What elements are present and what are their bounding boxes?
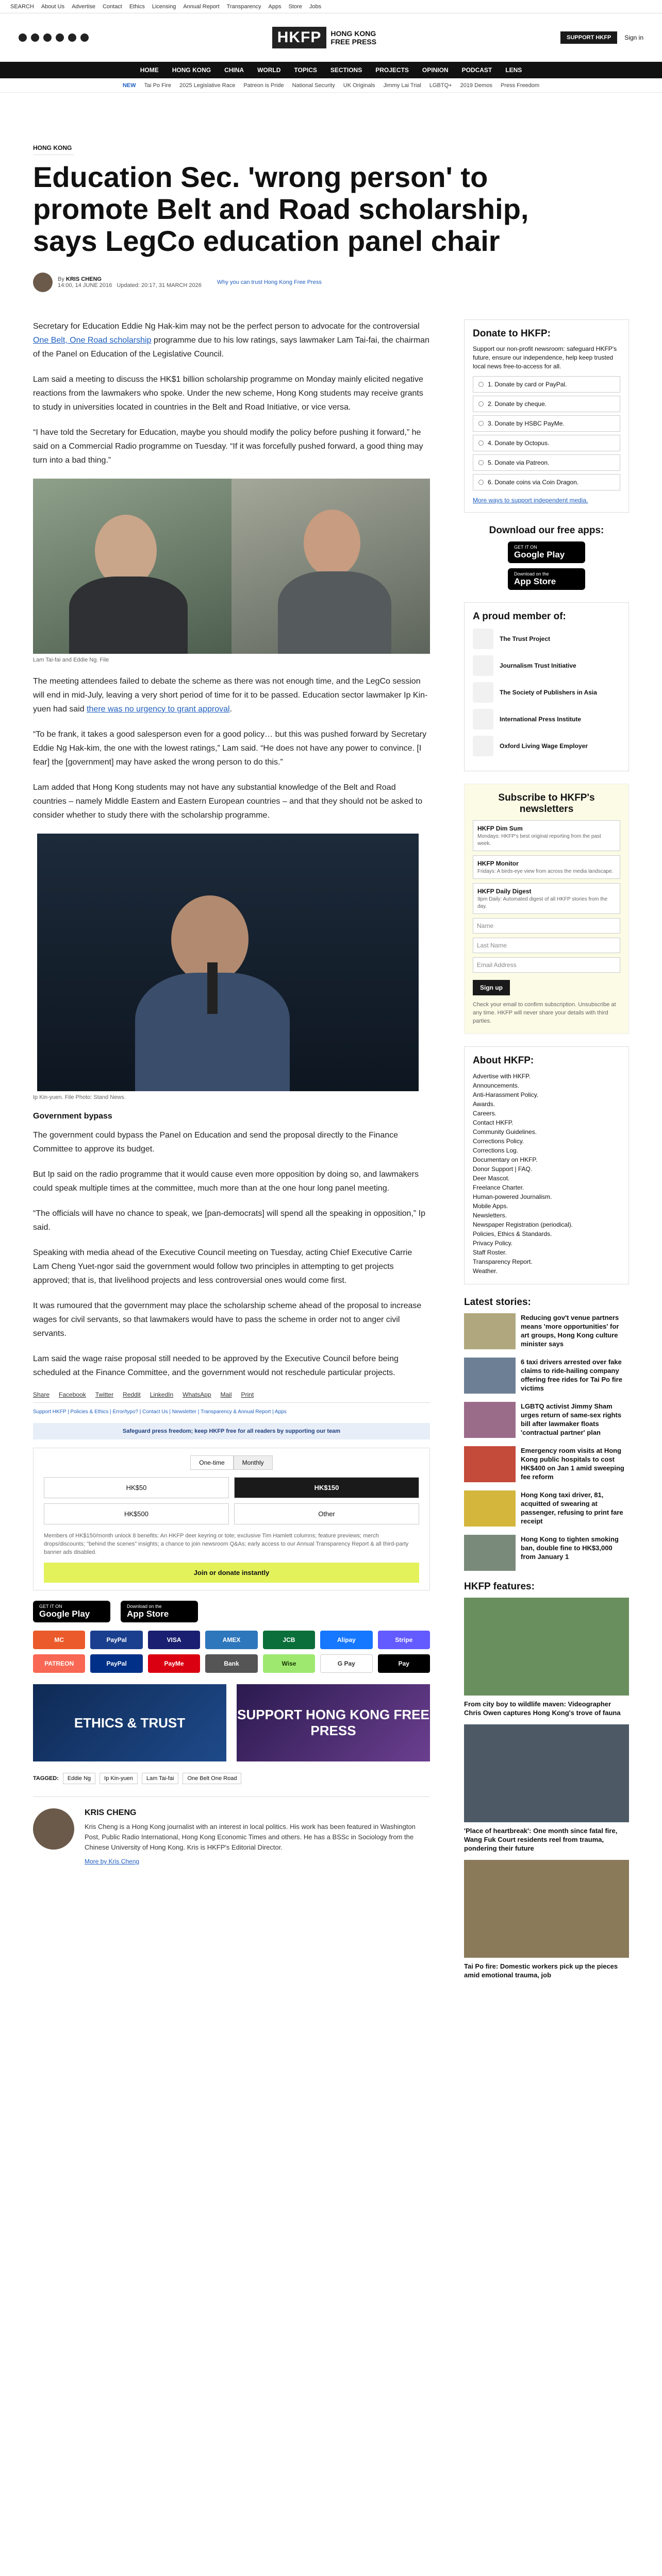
google-play-button[interactable]: GET IT ON Google Play [33,1601,110,1622]
story-item[interactable]: 6 taxi drivers arrested over fake claims to ride-hailing company offering free rides for Tai Po fire victims [464,1358,629,1394]
category-label[interactable]: HONG KONG [33,144,74,155]
about-link[interactable]: Documentary on HKFP. [473,1156,538,1163]
subheading: Government bypass [33,1112,112,1121]
about-link[interactable]: Newspaper Registration (periodical). [473,1221,573,1228]
donate-option[interactable]: 5. Donate via Patreon. [473,454,620,471]
update-date: Updated: 20:17, 31 MARCH 2026 [117,282,202,289]
about-link[interactable]: Corrections Policy. [473,1138,524,1145]
inline-link[interactable]: One Belt, One Road scholarship [33,336,152,345]
paragraph: Lam added that Hong Kong students may not have any substantial knowledge of the Belt and Road countries – namely Middle Eastern and Eastern European countries – and that they should not be asked to consider whether to study there with the scholarship programme. [33,783,423,820]
top-link[interactable]: Transparency [226,3,261,10]
facebook-icon[interactable] [19,33,27,42]
author-box [33,1797,430,1866]
amount-option[interactable]: HK$500 [44,1503,229,1524]
feature-image [464,1598,629,1696]
story-thumbnail [464,1358,516,1394]
donate-option[interactable]: 2. Donate by cheque. [473,396,620,412]
trending-link[interactable]: LGBTQ+ [429,82,452,89]
payment-icon: Stripe [378,1631,430,1649]
ethics-banner[interactable]: ETHICS & TRUST [33,1684,226,1761]
caption: Ip Kin-yuen. File Photo: Stand News. [33,1094,126,1100]
paragraph: “The officials will have no chance to speak, we [pan-democrats] will spend all the speaking in opposition,” Ip said. [33,1209,426,1232]
figure [33,479,430,663]
more-ways-link[interactable]: More ways to support independent media. [473,497,588,504]
member-title: A proud member of: [473,611,566,622]
tab-monthly[interactable]: Monthly [234,1455,273,1470]
tag[interactable]: Ip Kin-yuen [100,1773,138,1784]
photo-lam-ng [33,479,430,654]
member-org[interactable]: International Press Institute [473,709,620,730]
trending-link[interactable]: Tai Po Fire [144,82,172,89]
nav-item[interactable]: HOME [140,66,159,74]
feature-item[interactable]: Tai Po fire: Domestic workers pick up the pieces amid emotional trauma, job [464,1860,629,1979]
top-link[interactable]: Annual Report [183,3,220,10]
donate-intro: Support our non-profit newsroom: safeguard HKFP's future, ensure our independence, help keep trusted local news free-to-access for all. [473,345,617,370]
tags [33,1773,430,1784]
tag[interactable]: One Belt One Road [183,1773,241,1784]
tag[interactable]: Lam Tai-fai [142,1773,179,1784]
top-utility-bar [0,0,662,13]
paragraph: The government could bypass the Panel on Education and send the proposal directly to the Finance Committee to approve its budget. [33,1131,399,1154]
author-photo [33,1808,74,1850]
about-link[interactable]: Donor Support | FAQ. [473,1165,533,1173]
trending-link[interactable]: Patreon is Pride [243,82,284,89]
inline-link[interactable]: there was no urgency to grant approval [87,705,230,714]
story-thumbnail [464,1402,516,1438]
about-link[interactable]: Human-powered Journalism. [473,1193,552,1200]
promo-banners [33,1684,430,1761]
top-link[interactable]: Ethics [129,3,145,10]
share-mail[interactable]: Mail [220,1391,232,1398]
site-logo[interactable] [272,27,377,48]
membership-note: Members of HK$150/month unlock 8 benefits: An HKFP deer keyring or tote; exclusive Tim Hamlett columns; feature previews; merch drops/discounts; "behind the scenes" insights; a chance to join newsroom Q&As; early access to our Annual Transparency Report & all third-party banner ads disabled. [44,1533,409,1555]
trending-link[interactable]: National Security [292,82,335,89]
author-box-name[interactable]: KRIS CHENG [85,1808,137,1817]
radio-icon [478,460,484,465]
top-link[interactable]: Store [288,3,302,10]
nav-item[interactable]: PODCAST [461,66,492,74]
signup-button[interactable]: Sign up [473,980,510,995]
trending-link[interactable]: Jimmy Lai Trial [383,82,421,89]
last-name-field[interactable]: Last Name [473,938,620,953]
more-by-author[interactable]: More by Kris Cheng [85,1858,140,1865]
newsletter-option[interactable]: HKFP Dim Sum Mondays: HKFP's best original reporting from the past week. [473,820,620,851]
apps-title: Download our free apps: [489,525,604,536]
amount-option-selected[interactable]: HK$150 [234,1477,419,1498]
article-title: Education Sec. 'wrong person' to promote Belt and Road scholarship, says LegCo education panel chair [33,161,529,257]
nav-item[interactable]: OPINION [422,66,449,74]
radio-icon [478,421,484,426]
story-thumbnail [464,1446,516,1482]
feature-image [464,1860,629,1958]
story-thumbnail [464,1535,516,1571]
trending-bar [0,78,662,93]
payment-icon: G Pay [320,1654,372,1673]
about-link[interactable]: Policies, Ethics & Standards. [473,1230,552,1238]
tags-label: TAGGED: [33,1775,59,1782]
app-store-button[interactable]: Download on the App Store [508,568,585,590]
social-icons [19,33,89,42]
payment-icon: PayPal [90,1654,142,1673]
logo-mark: HKFP [272,27,327,48]
member-org[interactable]: Oxford Living Wage Employer [473,736,620,756]
email-field[interactable]: Email Address [473,957,620,973]
publish-date: 14:00, 14 JUNE 2016 [58,282,112,289]
tab-one-time[interactable]: One-time [190,1455,233,1470]
about-link[interactable]: Corrections Log. [473,1147,519,1154]
donate-option[interactable]: 4. Donate by Octopus. [473,435,620,451]
share-whatsapp[interactable]: WhatsApp [183,1391,211,1398]
support-banner[interactable]: SUPPORT HONG KONG FREE PRESS [237,1684,430,1761]
share-linkedin[interactable]: LinkedIn [150,1391,174,1398]
payment-icon: Wise [263,1654,315,1673]
share-twitter[interactable]: Twitter [95,1391,114,1398]
newsletter-title: Subscribe to HKFP's newsletters [498,792,595,815]
share-print[interactable]: Print [241,1391,254,1398]
about-list [473,1072,620,1276]
about-link[interactable]: Contact HKFP. [473,1119,514,1126]
about-link[interactable]: Newsletters. [473,1212,507,1219]
twitter-icon[interactable] [31,33,39,42]
author-bio: Kris Cheng is a Hong Kong journalist with an interest in local politics. His work has been featured in Washington Post, Public Radio International, Hong Kong Economic Times and others. He has a BSSc in Sociology from the Chinese University of Hong Kong. Kris is HKFP's Editorial Director. [85,1823,416,1851]
logo-text: HONG KONG FREE PRESS [330,29,377,46]
story-thumbnail [464,1490,516,1527]
paragraph: “I have told the Secretary for Education, maybe you should modify the policy before pushing it forward,” he said on a Commercial Radio programme on Tuesday. “If it was forcefully pushed forward, a good thing may turn into a bad thing.” [33,428,423,465]
photo-ip [37,834,419,1091]
trending-link[interactable]: UK Originals [343,82,375,89]
google-play-button[interactable]: GET IT ON Google Play [508,541,585,563]
share-facebook[interactable]: Facebook [59,1391,86,1398]
nav-item[interactable]: TOPICS [294,66,317,74]
story-item[interactable]: Emergency room visits at Hong Kong public hospitals to cost HK$400 on Jan 1 amid sweeping fee reform [464,1446,629,1482]
feature-item[interactable]: 'Place of heartbreak': One month since fatal fire, Wang Fuk Court residents reel from trauma, pondering their future [464,1724,629,1853]
tag[interactable]: Eddie Ng [63,1773,95,1784]
payment-icon: PayMe [148,1654,200,1673]
nav-item[interactable]: SECTIONS [330,66,362,74]
about-link[interactable]: Community Guidelines. [473,1128,537,1136]
top-link[interactable]: Apps [268,3,282,10]
radio-icon [478,401,484,406]
feature-item[interactable]: From city boy to wildlife maven: Videographer Chris Owen captures Hong Kong's trove of fauna [464,1598,629,1717]
story-item[interactable]: Hong Kong to tighten smoking ban, double fine to HK$3,000 from January 1 [464,1535,629,1571]
payment-icon: PayPal [90,1631,142,1649]
donate-title: Donate to HKFP: [473,328,551,339]
amount-option[interactable]: Other [234,1503,419,1524]
author-avatar [33,273,53,292]
top-link[interactable]: Jobs [309,3,322,10]
signin-link[interactable]: Sign in [624,33,643,41]
nav-item[interactable]: LENS [505,66,522,74]
payment-icon: VISA [148,1631,200,1649]
figure [33,834,430,1100]
paragraph: The meeting attendees failed to debate the scheme as there was not enough time, and the LegCo session will end in mid-July, leaving a very short period of time for it to be passed. Education sector lawmaker Ip Kin-yuen had said there was no urgency to grant approval. [33,677,428,714]
member-org[interactable]: Journalism Trust Initiative [473,655,620,676]
member-box [464,602,629,771]
app-badges [33,1601,430,1622]
payment-icon: Bank [205,1654,257,1673]
paragraph: Speaking with media ahead of the Executive Council meeting on Tuesday, acting Chief Executive Carrie Lam Cheng Yuet-ngor said the government would follow two principles in attempting to get projects approved; that is, that livelihood projects and less controversial ones would come first. [33,1248,412,1285]
share-reddit[interactable]: Reddit [123,1391,141,1398]
main-nav [0,62,662,78]
paragraph: Lam said the wage raise proposal still needed to be approved by the Executive Council before being scheduled at the Finance Committee, and the government would not reschedule particular projects. [33,1354,399,1377]
story-item[interactable]: Reducing gov't venue partners means 'more opportunities' for art groups, Hong Kong culture minister says [464,1313,629,1349]
nav-item[interactable]: HONG KONG [172,66,211,74]
payment-icon: MC [33,1631,85,1649]
features-title: HKFP features: [464,1581,535,1592]
join-button[interactable]: Join or donate instantly [44,1563,419,1583]
about-link[interactable]: Announcements. [473,1082,520,1089]
radio-icon [478,440,484,446]
threads-icon[interactable] [56,33,64,42]
latest-title: Latest stories: [464,1297,531,1308]
donate-option[interactable]: 1. Donate by card or PayPal. [473,376,620,393]
story-item[interactable]: LGBTQ activist Jimmy Sham urges return of same-sex rights bill after lawmaker floats 'contractual partner' plan [464,1402,629,1438]
newsletter-box [464,784,629,1034]
donate-widget [33,1448,430,1590]
member-org[interactable]: The Society of Publishers in Asia [473,682,620,703]
author-name[interactable]: KRIS CHENG [65,276,102,282]
paragraph: It was rumoured that the government may place the scholarship scheme ahead of the proposal to increase wages for civil servants, so that lawmakers would have to pass the scheme in order not to anger civil servants. [33,1301,422,1338]
payment-icon: Alipay [320,1631,372,1649]
member-org[interactable]: The Trust Project [473,629,620,649]
trending-link[interactable]: Press Freedom [500,82,540,89]
share-bar [33,1391,430,1403]
about-link[interactable]: Transparency Report. [473,1258,533,1265]
story-thumbnail [464,1313,516,1349]
support-button[interactable]: SUPPORT HKFP [560,31,617,44]
trust-link[interactable]: Why you can trust Hong Kong Free Press [217,279,322,285]
donate-option[interactable]: 3. Donate by HSBC PayMe. [473,415,620,432]
paragraph: Secretary for Education Eddie Ng Hak-kim may not be the perfect person to advocate for the controversial One Belt, One Road scholarship programme due to his low ratings, says lawmaker Lam Tai-fai, the chairman of the Panel on Education of the Legislative Council. [33,322,429,359]
about-link[interactable]: Weather. [473,1267,498,1275]
payment-methods [33,1631,430,1673]
about-link[interactable]: Careers. [473,1110,497,1117]
first-name-field[interactable]: Name [473,918,620,934]
radio-icon [478,480,484,485]
about-link[interactable]: Privacy Policy. [473,1240,513,1247]
search-link[interactable]: SEARCH [10,3,34,10]
trending-link[interactable]: 2019 Demos [460,82,492,89]
nav-item[interactable]: PROJECTS [375,66,409,74]
share-label: Share [33,1391,50,1398]
about-link[interactable]: Staff Roster. [473,1249,507,1256]
byline: By KRIS CHENG 14:00, 14 JUNE 2016 Updated: 20:17, 31 MARCH 2026 Why you can trust Hong Kong Free Press [33,273,629,292]
story-item[interactable]: Hong Kong taxi driver, 81, acquitted of swearing at passenger, refusing to print fare receipt [464,1490,629,1527]
linkedin-icon[interactable] [80,33,89,42]
instagram-icon[interactable] [43,33,52,42]
about-link[interactable]: Advertise with HKFP. [473,1073,531,1080]
radio-icon [478,382,484,387]
caption: Lam Tai-fai and Eddie Ng. File [33,657,109,663]
trending-link[interactable]: 2025 Legislative Race [179,82,236,89]
about-link[interactable]: Anti-Harassment Policy. [473,1091,539,1098]
payment-icon: Pay [378,1654,430,1673]
top-link[interactable]: Contact [102,3,122,10]
top-link[interactable]: Licensing [152,3,176,10]
site-header [0,13,662,62]
about-link[interactable]: Awards. [473,1100,495,1108]
article-header [33,144,629,292]
payment-icon: JCB [263,1631,315,1649]
top-link[interactable]: Advertise [72,3,95,10]
paragraph: But Ip said on the radio programme that it would cause even more opposition by doing so, and lawmakers could speak multiple times at the committee, much more than at the one hour long panel meeting. [33,1170,419,1193]
top-link[interactable]: About Us [41,3,65,10]
about-link[interactable]: Mobile Apps. [473,1202,508,1210]
newsletter-option[interactable]: HKFP Daily Digest 9pm Daily: Automated digest of all HKFP stories from the day. [473,883,620,914]
about-link[interactable]: Deer Mascot. [473,1175,510,1182]
payment-icon: PATREON [33,1654,85,1673]
feature-image [464,1724,629,1822]
about-link[interactable]: Freelance Charter. [473,1184,524,1191]
safeguard-banner[interactable]: Safeguard press freedom; keep HKFP free for all readers by supporting our team [33,1423,430,1439]
about-box [464,1046,629,1284]
footer-links[interactable]: Support HKFP | Policies & Ethics | Error/typo? | Contact Us | Newsletter | Transparency & Annual Report | Apps [33,1409,287,1415]
paragraph: “To be frank, it takes a good salesperson even for a good policy… but this was pushed forward by Secretary Eddie Ng Hak-kim, the one with the lowest ratings,” Lam said. “He does not have any power to convince. [I fear] the [government] may have asked the wrong person to do this.” [33,730,427,767]
newsletter-option[interactable]: HKFP Monitor Fridays: A birds-eye view from across the media landscape. [473,855,620,879]
sidebar [464,319,629,1987]
new-badge: NEW [122,82,136,89]
article-body [33,319,430,1866]
about-title: About HKFP: [473,1055,534,1066]
donate-option[interactable]: 6. Donate coins via Coin Dragon. [473,474,620,490]
paragraph: Lam said a meeting to discuss the HK$1 billion scholarship programme on Monday mainly elicited negative reactions from the lawmakers who spoke. Under the new scheme, Hong Kong students may receive grants to study in universities located in countries in the Belt and Road Initiative, or vice versa. [33,375,423,412]
newsletter-note: Check your email to confirm subscription. Unsubscribe at any time. HKFP will never share your details with third parties. [473,1002,616,1024]
donate-box [464,319,629,513]
payment-icon: AMEX [205,1631,257,1649]
amount-option[interactable]: HK$50 [44,1477,229,1498]
app-store-button[interactable]: Download on the App Store [121,1601,198,1622]
nav-item[interactable]: WORLD [257,66,281,74]
nav-item[interactable]: CHINA [224,66,244,74]
youtube-icon[interactable] [68,33,76,42]
